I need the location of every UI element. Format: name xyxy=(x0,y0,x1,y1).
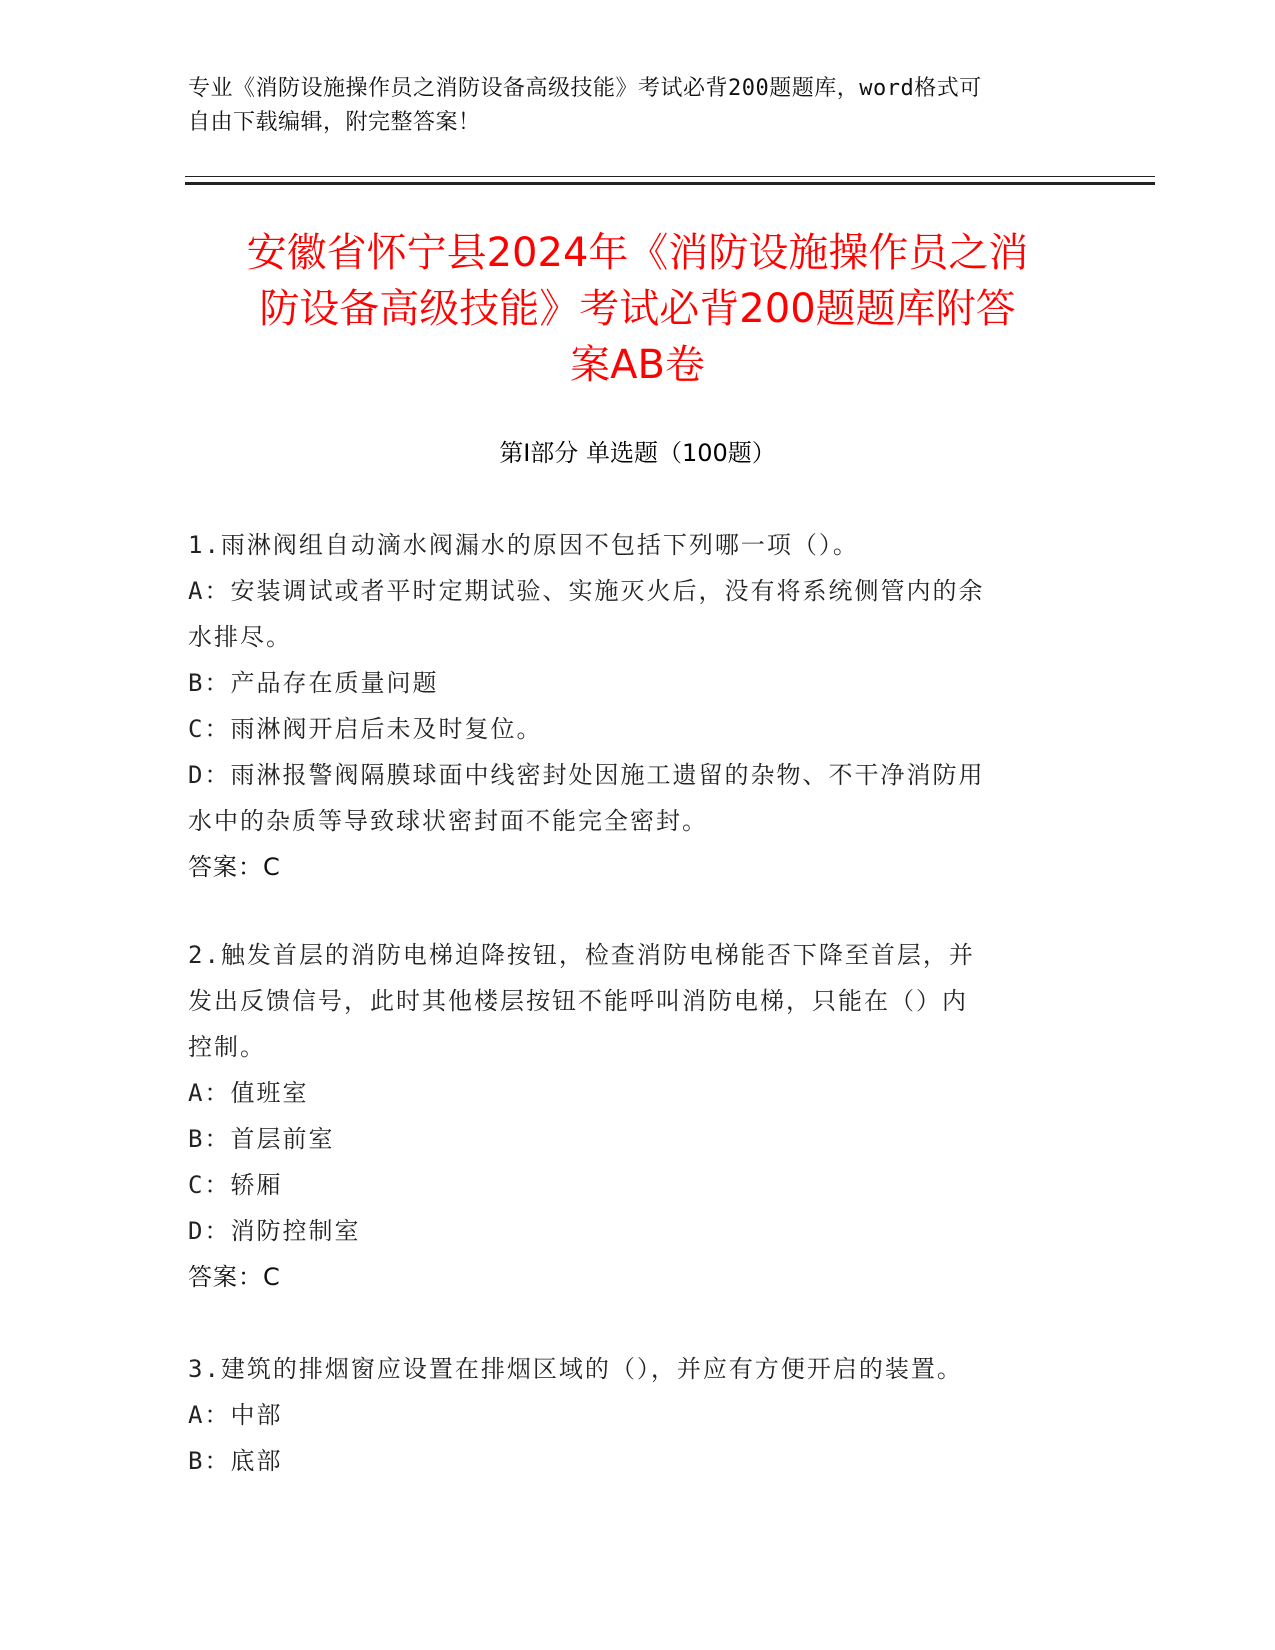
document-title xyxy=(160,225,1115,393)
title-line: 防设备高级技能》考试必背200题题库附答 xyxy=(259,286,1016,332)
option-a: A：值班室 xyxy=(188,1079,309,1107)
question-stem-continued: 控制。 xyxy=(188,1033,266,1061)
title-line: 案AB卷 xyxy=(570,342,705,388)
option-c: C：轿厢 xyxy=(188,1171,283,1199)
header-note-line: 专业《消防设施操作员之消防设备高级技能》考试必背200题题库，word格式可 xyxy=(188,76,982,101)
question-2 xyxy=(188,932,1088,1300)
question-stem-continued: 发出反馈信号，此时其他楼层按钮不能呼叫消防电梯，只能在（）内 xyxy=(188,987,968,1015)
option-c: C：雨淋阀开启后未及时复位。 xyxy=(188,715,543,743)
option-d: D：消防控制室 xyxy=(188,1217,361,1245)
option-a-continued: 水排尽。 xyxy=(188,623,292,651)
section-title: 第Ⅰ部分 单选题（100题） xyxy=(499,439,776,467)
question-stem: 3.建筑的排烟窗应设置在排烟区域的（），并应有方便开启的装置。 xyxy=(188,1355,963,1383)
question-stem: 2.触发首层的消防电梯迫降按钮，检查消防电梯能否下降至首层，并 xyxy=(188,941,975,969)
option-a: A：安装调试或者平时定期试验、实施灭火后，没有将系统侧管内的余 xyxy=(188,577,985,605)
header-note-line: 自由下载编辑，附完整答案！ xyxy=(188,110,481,135)
header-note xyxy=(188,72,1068,140)
question-stem: 1.雨淋阀组自动滴水阀漏水的原因不包括下列哪一项（）。 xyxy=(188,531,859,559)
option-b: B：首层前室 xyxy=(188,1125,335,1153)
option-d: D：雨淋报警阀隔膜球面中线密封处因施工遗留的杂物、不干净消防用 xyxy=(188,761,985,789)
title-line: 安徽省怀宁县2024年《消防设施操作员之消 xyxy=(246,230,1029,276)
option-d-continued: 水中的杂质等导致球状密封面不能完全密封。 xyxy=(188,807,708,835)
option-b: B：产品存在质量问题 xyxy=(188,669,439,697)
header-divider-thin xyxy=(185,176,1155,177)
option-a: A：中部 xyxy=(188,1401,283,1429)
question-1 xyxy=(188,522,1088,890)
option-b: B：底部 xyxy=(188,1447,283,1475)
header-divider-thick xyxy=(185,182,1155,185)
question-3 xyxy=(188,1346,1088,1484)
answer: 答案：C xyxy=(188,853,281,881)
answer: 答案：C xyxy=(188,1263,281,1291)
